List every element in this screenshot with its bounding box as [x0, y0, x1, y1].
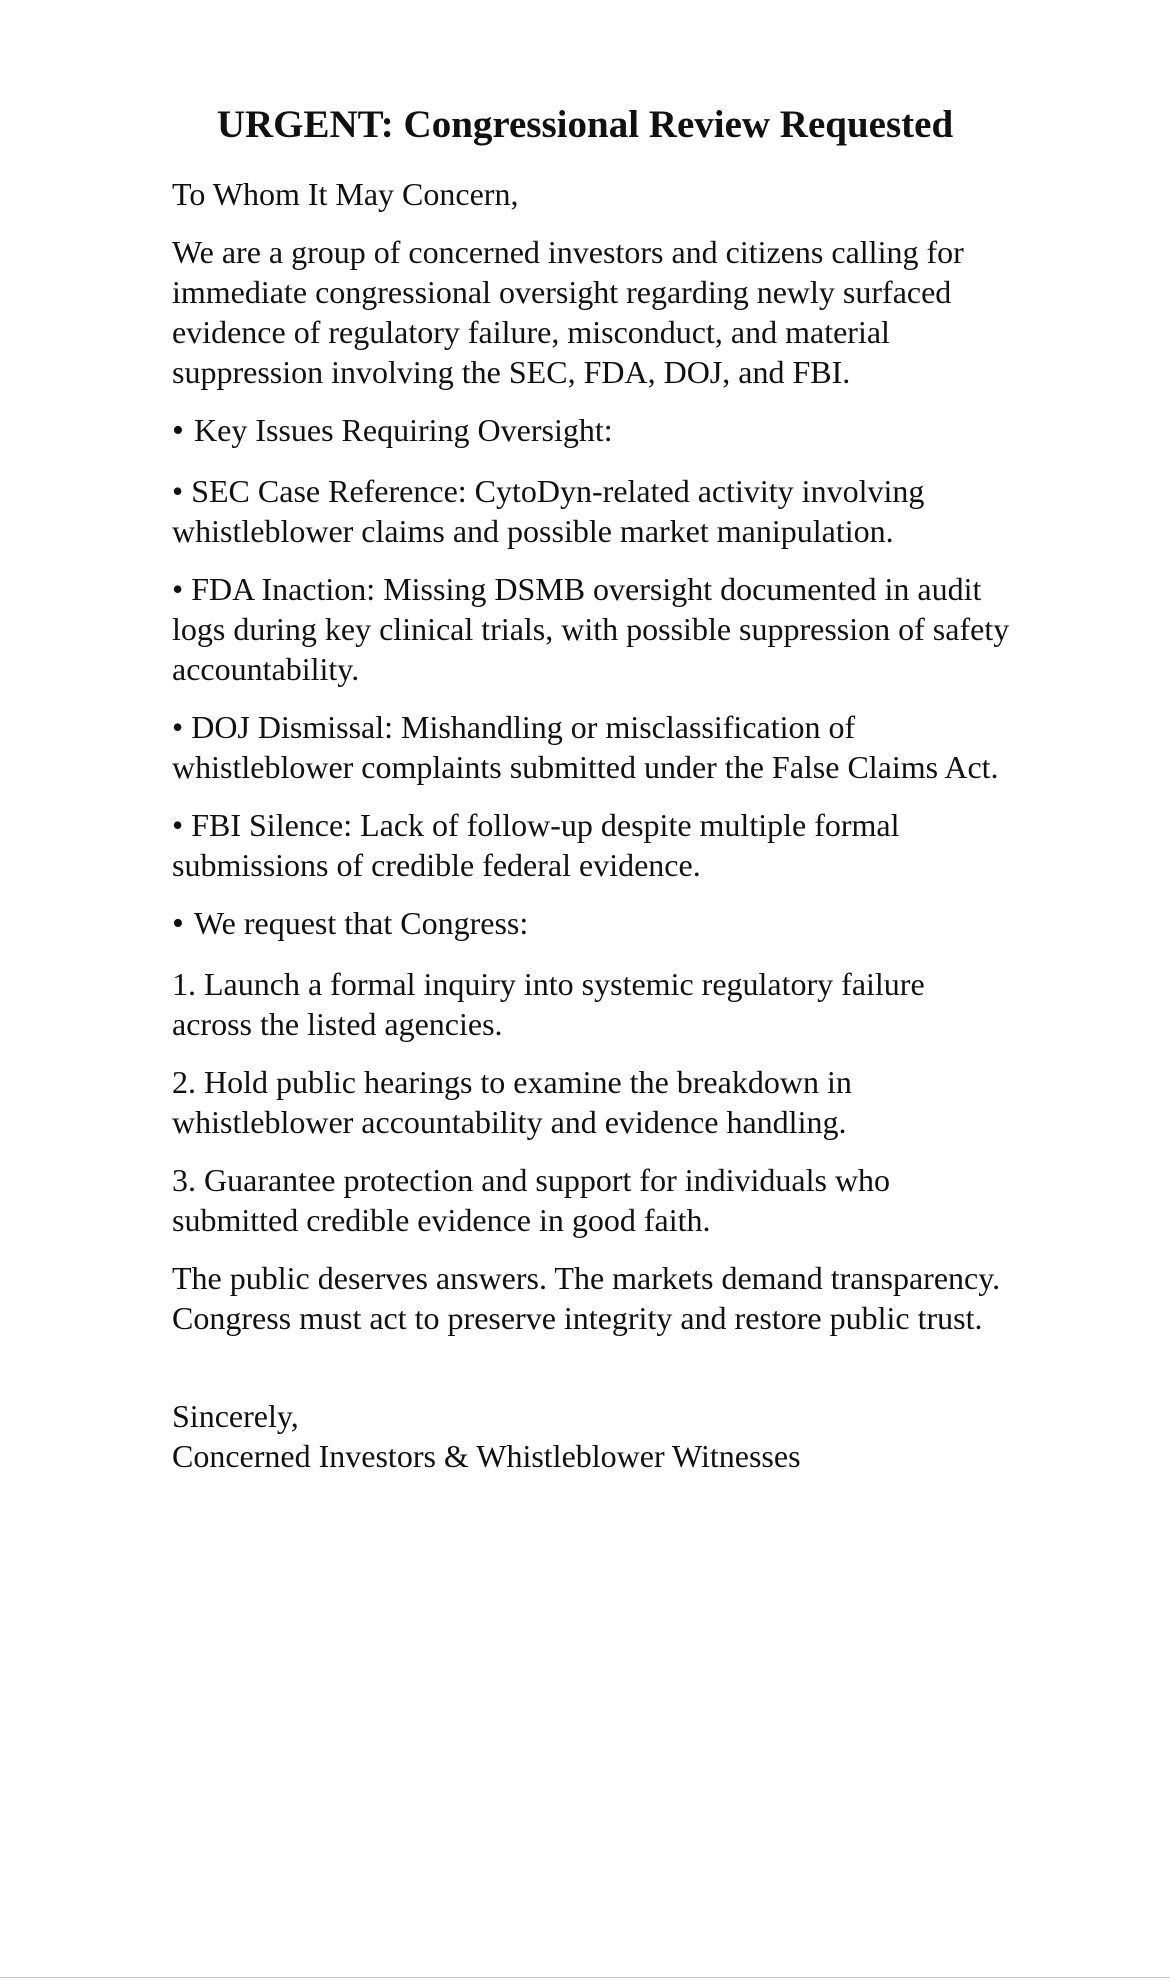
- closing: Sincerely,: [172, 1398, 299, 1434]
- intro-paragraph: We are a group of concerned investors and citizens calling for immediate congressional oversight regarding newly surfaced evidence of regulatory failure, misconduct, and material suppression involving the SEC, FDA, DOJ, and FBI.: [172, 234, 964, 390]
- requests-heading: [172, 903, 1012, 944]
- letter-title: URGENT: Congressional Review Requested: [216, 103, 954, 146]
- requests-heading-text: We request that Congress:: [194, 905, 529, 941]
- issue-item: • DOJ Dismissal: Mishandling or misclassification of whistleblower complaints submitted under the False Claims Act.: [172, 709, 999, 785]
- conclusion-paragraph: The public deserves answers. The markets demand transparency. Congress must act to preserve integrity and restore public trust.: [172, 1260, 1001, 1336]
- spacer: [172, 1356, 1012, 1396]
- bullet-icon: •: [172, 412, 184, 449]
- issues-heading: [172, 410, 1012, 451]
- request-item: 3. Guarantee protection and support for individuals who submitted credible evidence in good faith.: [172, 1162, 891, 1238]
- issue-item: • FBI Silence: Lack of follow-up despite multiple formal submissions of credible federal evidence.: [172, 807, 900, 883]
- request-item: 1. Launch a formal inquiry into systemic regulatory failure across the listed agencies.: [172, 966, 925, 1042]
- bullet-icon: •: [172, 905, 184, 942]
- bottom-divider: [0, 1977, 1170, 1978]
- issue-item: • SEC Case Reference: CytoDyn-related activity involving whistleblower claims and possible market manipulation.: [172, 473, 925, 549]
- letter: [172, 100, 1012, 1476]
- issue-item: • FDA Inaction: Missing DSMB oversight documented in audit logs during key clinical trials, with possible suppression of safety accountability.: [172, 571, 1010, 687]
- signature: Concerned Investors & Whistleblower Witnesses: [172, 1438, 801, 1474]
- salutation: To Whom It May Concern,: [172, 176, 519, 212]
- request-item: 2. Hold public hearings to examine the breakdown in whistleblower accountability and evidence handling.: [172, 1064, 852, 1140]
- issues-heading-text: Key Issues Requiring Oversight:: [194, 412, 613, 448]
